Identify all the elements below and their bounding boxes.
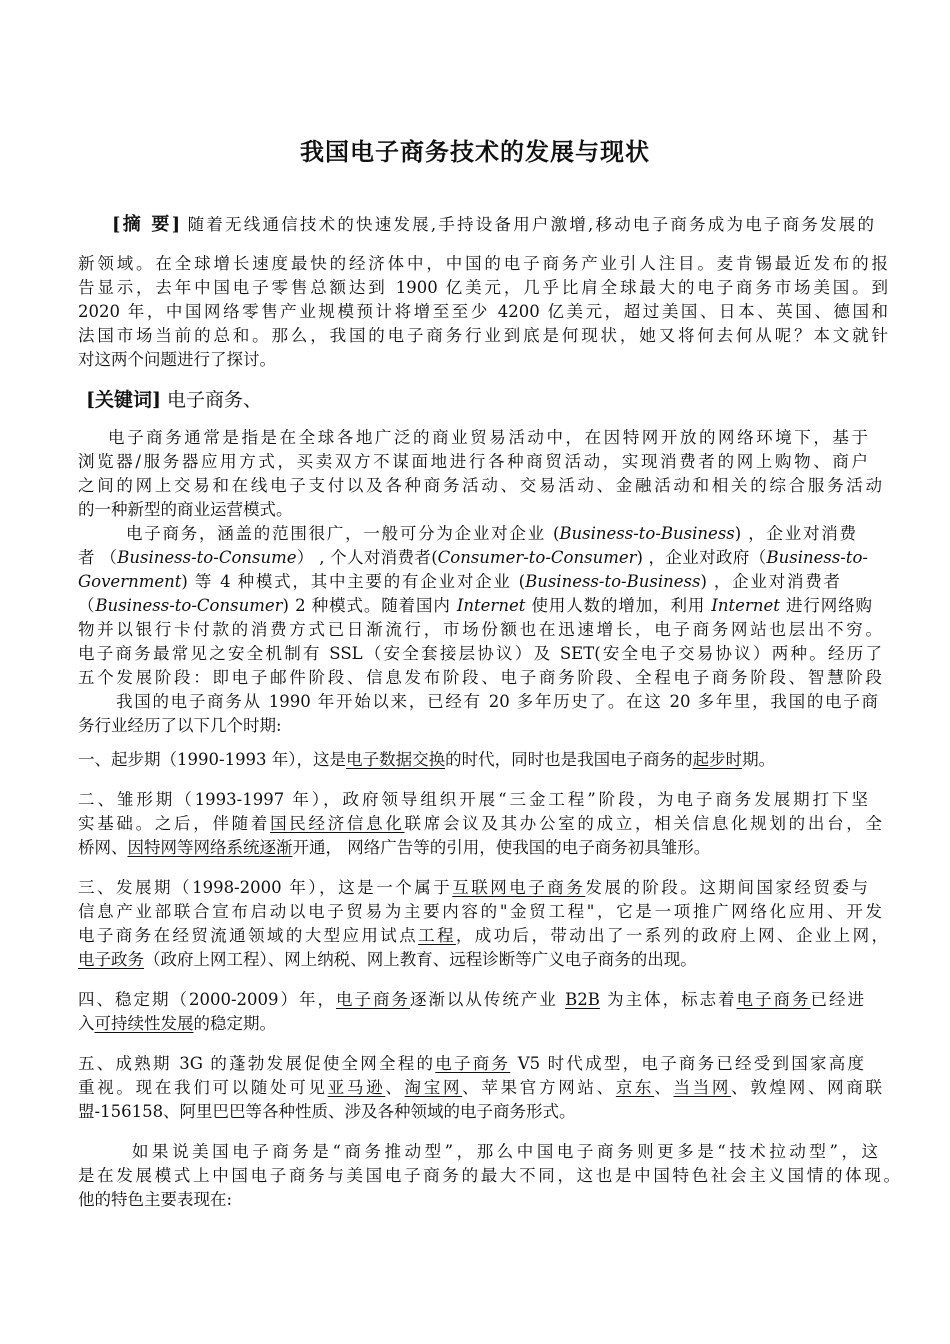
stage-text: 、 bbox=[385, 1078, 405, 1097]
p3-line-1: 我国的电子商务从 1990 年开始以来，已经有 20 多年历史了。在这 20 多年里，我国的电子商 bbox=[116, 692, 878, 711]
stage-link[interactable]: 电子政务 bbox=[78, 950, 144, 969]
p1-line-1: 电子商务通常是指是在全球各地广泛的商业贸易活动中，在因特网开放的网络环境下，基于 bbox=[108, 428, 868, 447]
stage-text: 为主体，标志着 bbox=[599, 990, 737, 1009]
p3-line-2: 务行业经历了以下几个时期: bbox=[78, 716, 282, 735]
stage-text: 重视。现在我们可以随处可见 bbox=[78, 1078, 328, 1097]
stage-link[interactable]: 因特网等网络系统逐渐 bbox=[127, 838, 293, 857]
p2-line-3 bbox=[78, 570, 840, 594]
stage-link[interactable]: 起步时 bbox=[692, 750, 743, 769]
p2-text: ) ，企业对消费 bbox=[734, 524, 856, 543]
stage-5-line-2 bbox=[78, 1076, 882, 1100]
stage-text: 、 bbox=[654, 1078, 674, 1097]
stage-3-line-1 bbox=[78, 876, 868, 900]
stage-link[interactable]: 电子商务 bbox=[736, 990, 811, 1009]
stage-4-line-2 bbox=[78, 1012, 888, 1036]
stage-text: 期。 bbox=[742, 750, 776, 769]
stage-link[interactable]: 工程 bbox=[418, 926, 456, 945]
p4-line-2: 是在发展模式上中国电子商务与美国电子商务的最大不同，这也是中国特色社会主义国情的体现。 bbox=[78, 1166, 900, 1185]
keywords-line bbox=[86, 388, 896, 412]
stage-4-line-1 bbox=[78, 988, 864, 1012]
stage-2-line-3 bbox=[78, 836, 888, 860]
stage-link[interactable]: 国民经济信息化 bbox=[270, 814, 405, 833]
p4-line-1: 如果说美国电子商务是“商务推动型”，那么中国电子商务则更多是“技术拉动型”，这 bbox=[132, 1142, 878, 1161]
stage-text: 实基础。之后，伴随着 bbox=[78, 814, 271, 833]
stage-2-line-2 bbox=[78, 812, 882, 836]
p2-term: Internet bbox=[711, 596, 780, 615]
stage-text: 的时代，同时也是我国电子商务的 bbox=[445, 750, 693, 769]
p2-text: 电子商务，涵盖的范围很广，一般可分为企业对企业 ( bbox=[126, 524, 560, 543]
p2-text: ) ，企业对政府（ bbox=[636, 548, 767, 567]
p2-line-6: 电子商务最常见之安全机制有 SSL（安全套接层协议）及 SET(安全电子交易协议）两种。经历了 bbox=[78, 644, 882, 663]
stage-link[interactable]: 京东 bbox=[615, 1078, 655, 1097]
p2-text: 使用人数的增加，利用 bbox=[525, 596, 712, 615]
stage-text: 逐渐以从传统产业 bbox=[409, 990, 566, 1009]
p2-line-4 bbox=[78, 594, 872, 618]
p2-text: ） , 个人对消费者( bbox=[296, 548, 438, 567]
p2-term: Business-to-Business bbox=[559, 524, 735, 543]
stage-3-line-3 bbox=[78, 924, 888, 948]
stage-1-line bbox=[78, 748, 888, 772]
p2-line-1 bbox=[126, 522, 856, 546]
abstract-line-4: 2020 年，中国网络零售产业规模预计将增至至少 4200 亿美元，超过美国、日本、英国、德国和 bbox=[78, 302, 888, 321]
stage-text: 开通， 网络广告等的引用，使我国的电子商务初具雏形。 bbox=[292, 838, 711, 857]
stage-text: 、敦煌网、网商联 bbox=[731, 1078, 882, 1097]
p2-text: ) 等 4 种模式，其中主要的有企业对企业 ( bbox=[181, 572, 526, 591]
p1-line-2: 浏览器/服务器应用方式，买卖双方不谋面地进行各种商贸活动，实现消费者的网上购物、商户 bbox=[78, 452, 868, 471]
p2-text: ) 2 种模式。随着国内 bbox=[282, 596, 457, 615]
p2-text: ) ，企业对消费者 bbox=[700, 572, 840, 591]
stage-link[interactable]: 电子商务 bbox=[435, 1054, 511, 1073]
stage-text: 入 bbox=[78, 1014, 95, 1033]
p2-line-5: 物并以银行卡付款的消费方式已日渐流行，市场份额也在迅速增长，电子商务网站也层出不穷。 bbox=[78, 620, 882, 639]
p2-term: Business-to- bbox=[766, 548, 868, 567]
p2-text: （ bbox=[78, 596, 96, 615]
p4-line-3: 他的特色主要表现在: bbox=[78, 1190, 233, 1209]
stage-text: 四、稳定期（2000-2009）年， bbox=[78, 990, 336, 1009]
keywords-label: [关键词] bbox=[86, 389, 161, 411]
stage-text: 五、成熟期 3G 的蓬勃发展促使全网全程的 bbox=[78, 1054, 436, 1073]
p2-term: Business-to-Consume bbox=[117, 548, 297, 567]
stage-link[interactable]: B2B bbox=[565, 990, 600, 1009]
stage-5-line-1 bbox=[78, 1052, 864, 1076]
p2-line-2 bbox=[78, 546, 868, 570]
stage-text: 电子商务在经贸流通领域的大型应用试点 bbox=[78, 926, 419, 945]
p2-term: Government bbox=[78, 572, 182, 591]
page-title: 我国电子商务技术的发展与现状 bbox=[300, 137, 650, 166]
p2-text: 者 （ bbox=[78, 548, 118, 567]
stage-link[interactable]: 可持续性发展 bbox=[94, 1014, 194, 1033]
stage-5-line-3: 盟-156158、阿里巴巴等各种性质、涉及各种领域的电子商务形式。 bbox=[78, 1102, 576, 1121]
stage-text: V5 时代成型，电子商务已经受到国家高度 bbox=[510, 1054, 864, 1073]
stage-link[interactable]: 淘宝网 bbox=[404, 1078, 463, 1097]
stage-text: 的稳定期。 bbox=[193, 1014, 276, 1033]
stage-text: 三、发展期（1998-2000 年），这是一个属于 bbox=[78, 878, 453, 897]
p1-line-3: 之间的网上交易和在线电子支付以及各种商务活动、交易活动、金融活动和相关的综合服务活动 bbox=[78, 476, 882, 495]
abstract-line-2: 新领域。在全球增长速度最快的经济体中，中国的电子商务产业引人注目。麦肯锡最近发布的报 bbox=[78, 254, 888, 273]
stage-text: 桥网、 bbox=[78, 838, 128, 857]
p1-line-4: 的一种新型的商业运营模式。 bbox=[78, 500, 293, 519]
stage-link[interactable]: 当当网 bbox=[673, 1078, 732, 1097]
stage-text: 、苹果官方网站、 bbox=[462, 1078, 616, 1097]
stage-link[interactable]: 亚马逊 bbox=[327, 1078, 386, 1097]
stage-text: 一、起步期（1990-1993 年），这是 bbox=[78, 750, 347, 769]
p2-term: Consumer-to-Consumer bbox=[437, 548, 637, 567]
p2-term: Internet bbox=[456, 596, 526, 615]
stage-2-line-1: 二、雏形期（1993-1997 年），政府领导组织开展“三金工程”阶段，为电子商务发展期打下坚 bbox=[78, 790, 868, 809]
p2-term: Business-to-Consumer bbox=[95, 596, 283, 615]
stage-text: 已经进 bbox=[810, 990, 864, 1009]
stage-link[interactable]: 电子商务 bbox=[335, 990, 410, 1009]
p2-text: 进行网络购 bbox=[779, 596, 872, 615]
abstract-text-1: 随着无线通信技术的快速发展,手持设备用户激增,移动电子商务成为电子商务发展的 bbox=[187, 215, 874, 234]
abstract-line-5: 法国市场当前的总和。那么，我国的电子商务行业到底是何现状，她又将何去何从呢？本文就针 bbox=[78, 326, 888, 345]
keywords-value: 电子商务、 bbox=[167, 389, 263, 411]
stage-text: （政府上网工程）、网上纳税、网上教育、远程诊断等广义电子商务的出现。 bbox=[144, 950, 697, 969]
stage-text: 发展的阶段。这期间国家经贸委与 bbox=[585, 878, 868, 897]
stage-link[interactable]: 互联网电子商务 bbox=[452, 878, 586, 897]
stage-3-line-4 bbox=[78, 948, 888, 972]
abstract-line-6: 对这两个问题进行了探讨。 bbox=[78, 350, 276, 369]
abstract-label: [摘 要] bbox=[112, 214, 181, 235]
stage-text: 联席会议及其办公室的成立，相关信息化规划的出台，全 bbox=[404, 814, 882, 833]
stage-3-line-2: 信息产业部联合宣布启动以电子贸易为主要内容的"金贸工程"，它是一项推广网络化应用、开发 bbox=[78, 902, 882, 921]
p2-term: Business-to-Business bbox=[525, 572, 701, 591]
p2-line-7: 五个发展阶段：即电子邮件阶段、信息发布阶段、电子商务阶段、全程电子商务阶段、智慧阶段 bbox=[78, 668, 882, 687]
abstract-line-1 bbox=[112, 213, 874, 237]
abstract-line-3: 告显示，去年中国电子零售总额达到 1900 亿美元，几乎比肩全球最大的电子商务市场美国。到 bbox=[78, 278, 888, 297]
stage-link[interactable]: 电子数据交换 bbox=[346, 750, 446, 769]
stage-text: ，成功后，带动出了一系列的政府上网、企业上网， bbox=[455, 926, 888, 945]
